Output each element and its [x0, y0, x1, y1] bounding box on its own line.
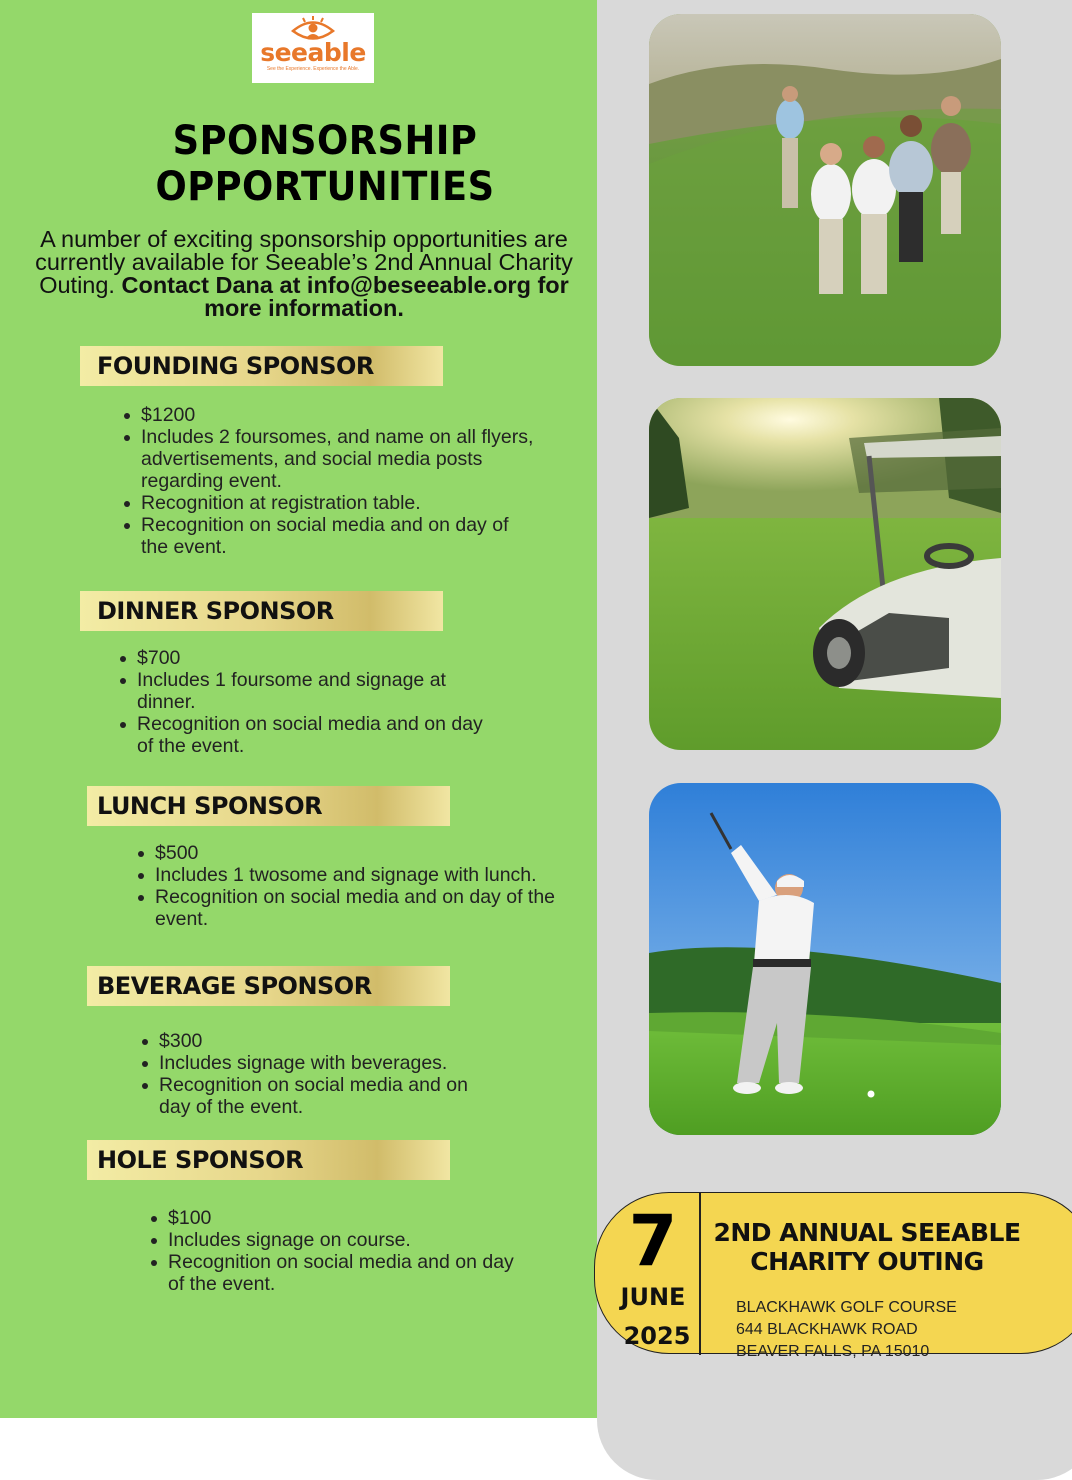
photo-golf-cart: [649, 398, 1001, 750]
list-item: Includes signage with beverages.: [159, 1052, 499, 1074]
page-title: [120, 118, 530, 210]
tier-beverage-band: [87, 966, 450, 1006]
list-item: $300: [159, 1030, 499, 1052]
list-item: Includes 1 twosome and signage with lunch.: [155, 864, 575, 886]
event-year: 2025: [623, 1322, 691, 1350]
list-item: Recognition on social media and on day of the event.: [168, 1251, 518, 1295]
event-month: JUNE: [620, 1283, 686, 1311]
event-title: 2ND ANNUAL SEEABLE CHARITY OUTING: [713, 1218, 1021, 1276]
address-line: 644 BLACKHAWK ROAD: [736, 1321, 918, 1338]
address-line: BEAVER FALLS, PA 15010: [736, 1343, 930, 1360]
list-item: Recognition on social media and on day of the event.: [155, 886, 575, 930]
list-item: Recognition at registration table.: [141, 492, 541, 514]
list-item: Recognition on social media and on day of the event.: [137, 713, 492, 757]
tier-founding-list: [117, 404, 541, 558]
list-item: Recognition on social media and on day of the event.: [159, 1074, 499, 1118]
tier-founding-band: [80, 346, 443, 386]
list-item: $500: [155, 842, 575, 864]
tier-hole-list: [144, 1207, 518, 1295]
intro-text: A number of exciting sponsorship opportunities are currently available for Seeable’s 2nd Annual Charity Outing.: [35, 226, 573, 298]
tier-dinner-band: [80, 591, 443, 631]
seeable-logo: [252, 13, 374, 83]
event-day: 7: [628, 1200, 678, 1282]
list-item: Includes 2 foursomes, and name on all flyers, advertisements, and social media posts regarding event.: [141, 426, 541, 492]
tier-lunch-label: LUNCH SPONSOR: [97, 792, 323, 820]
photo-golfer-swing: [649, 783, 1001, 1135]
tier-beverage-list: [135, 1030, 499, 1118]
tier-founding-label: FOUNDING SPONSOR: [97, 352, 374, 380]
event-divider: [699, 1192, 701, 1355]
title-line-1: SPONSORSHIP: [172, 118, 478, 164]
list-item: $1200: [141, 404, 541, 426]
tier-lunch-band: [87, 786, 450, 826]
tier-dinner-label: DINNER SPONSOR: [97, 597, 334, 625]
tier-hole-band: [87, 1140, 450, 1180]
logo-tagline: See the Experience. Experience the Able.: [266, 66, 360, 72]
list-item: Includes signage on course.: [168, 1229, 518, 1251]
logo-wordmark: seeable: [260, 38, 366, 67]
tier-hole-label: HOLE SPONSOR: [97, 1146, 304, 1174]
list-item: Recognition on social media and on day of the event.: [141, 514, 541, 558]
photo-golfers-group: [649, 14, 1001, 366]
intro-paragraph: [18, 228, 590, 320]
address-line: BLACKHAWK GOLF COURSE: [736, 1299, 957, 1316]
list-item: Includes 1 foursome and signage at dinner.: [137, 669, 492, 713]
list-item: $100: [168, 1207, 518, 1229]
title-line-2: OPPORTUNITIES: [155, 164, 495, 210]
tier-lunch-list: [131, 842, 575, 930]
tier-dinner-list: [113, 647, 492, 757]
intro-contact: Contact Dana at info@beseeable.org for more information.: [121, 272, 569, 321]
tier-beverage-label: BEVERAGE SPONSOR: [97, 972, 372, 1000]
list-item: $700: [137, 647, 492, 669]
event-address: [736, 1297, 957, 1363]
